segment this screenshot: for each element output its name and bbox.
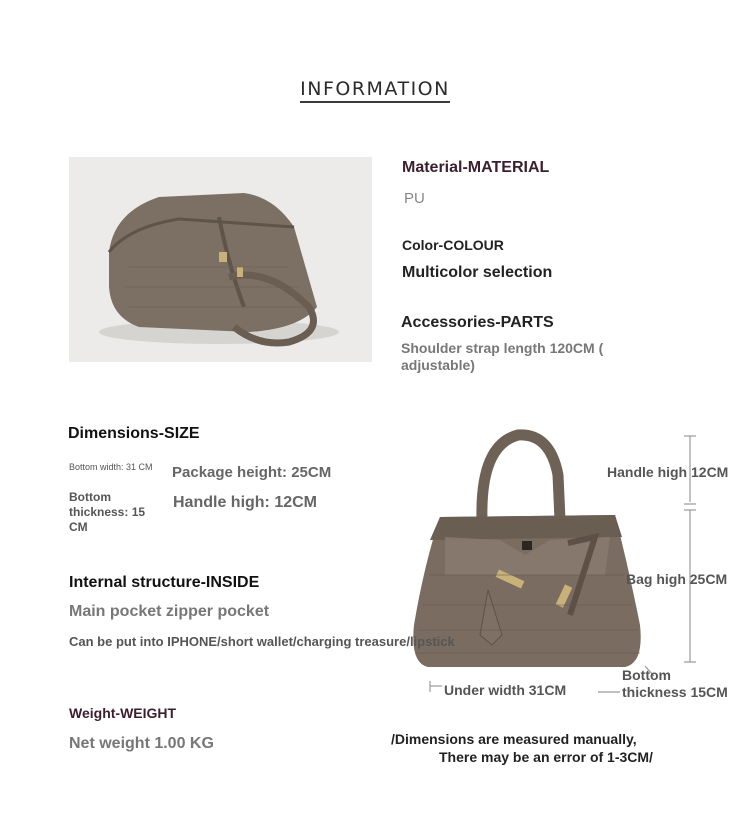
weight-heading: Weight-WEIGHT <box>69 705 177 721</box>
material-value: PU <box>404 190 425 207</box>
colour-value: Multicolor selection <box>402 264 553 281</box>
accessories-value: Shoulder strap length 120CM ( adjustable) <box>401 340 604 373</box>
colour-heading: Color-COLOUR <box>402 237 504 253</box>
bottom-width-value: Bottom width: 31 CM <box>69 462 153 472</box>
product-photo <box>69 157 372 362</box>
bottom-thickness-label: Bottom thickness 15CM <box>622 667 728 700</box>
bottom-thickness-value: Bottom thickness: 15 CM <box>69 490 146 534</box>
inside-note: Can be put into IPHONE/short wallet/charging treasure/lipstick <box>69 634 455 649</box>
handle-height-label: Handle high 12CM <box>607 464 729 480</box>
bag-height-label: Bag high 25CM <box>626 571 728 587</box>
disclaimer-line-1: /Dimensions are measured manually, <box>391 731 637 747</box>
under-width-label: Under width 31CM <box>444 682 567 698</box>
weight-value: Net weight 1.00 KG <box>69 735 214 752</box>
disclaimer-line-2: There may be an error of 1-3CM/ <box>439 749 653 765</box>
inside-heading: Internal structure-INSIDE <box>69 574 260 591</box>
material-heading: Material-MATERIAL <box>402 159 550 176</box>
accessories-heading: Accessories-PARTS <box>401 314 554 331</box>
inside-main: Main pocket zipper pocket <box>69 603 270 620</box>
handle-high-value: Handle high: 12CM <box>173 494 318 511</box>
page-title: INFORMATION <box>0 78 750 100</box>
dimensions-heading: Dimensions-SIZE <box>68 425 200 442</box>
package-height-value: Package height: 25CM <box>172 464 332 481</box>
